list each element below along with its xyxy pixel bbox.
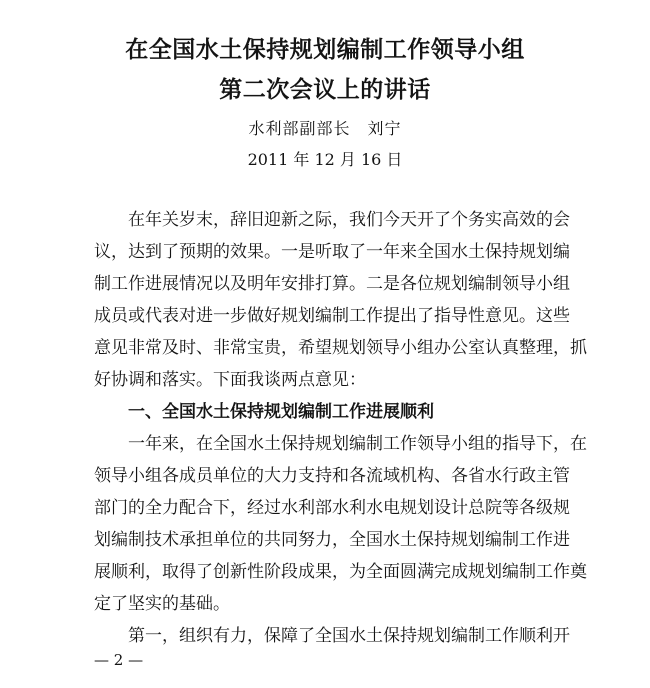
paragraph-2-line-4: 划编制技术承担单位的共同努力，全国水土保持规划编制工作进 (94, 530, 570, 550)
speaker-byline: 水利部副部长 刘宁 (248, 119, 402, 138)
paragraph-2-line-1: 一年来，在全国水土保持规划编制工作领导小组的指导下，在 (128, 434, 587, 454)
paragraph-1-line-3: 制工作进展情况以及明年安排打算。二是各位规划编制领导小组 (94, 274, 570, 294)
speech-date: 2011 年 12 月 16 日 (247, 150, 403, 169)
paragraph-2-line-2: 领导小组各成员单位的大力支持和各流域机构、各省水行政主管 (94, 466, 570, 486)
page-number: — 2 — (94, 651, 144, 669)
paragraph-2-line-5: 展顺利，取得了创新性阶段成果，为全面圆满完成规划编制工作奠 (94, 562, 587, 582)
paragraph-3-line-1: 第一，组织有力，保障了全国水土保持规划编制工作顺利开 (128, 626, 570, 646)
paragraph-2-line-6: 定了坚实的基础。 (94, 594, 230, 614)
document-title-line-2: 第二次会议上的讲话 (219, 77, 431, 103)
document-title-line-1: 在全国水土保持规划编制工作领导小组 (125, 37, 525, 63)
paragraph-1-line-5: 意见非常及时、非常宝贵，希望规划领导小组办公室认真整理，抓 (94, 338, 587, 358)
section-1-heading: 一、全国水土保持规划编制工作进展顺利 (128, 402, 434, 422)
paragraph-1-line-1: 在年关岁末，辞旧迎新之际，我们今天开了个务实高效的会 (128, 210, 570, 230)
paragraph-1-line-2: 议，达到了预期的效果。一是听取了一年来全国水土保持规划编 (94, 242, 570, 262)
paragraph-1-line-4: 成员或代表对进一步做好规划编制工作提出了指导性意见。这些 (94, 306, 570, 326)
paragraph-2-line-3: 部门的全力配合下，经过水利部水利水电规划设计总院等各级规 (94, 498, 570, 518)
paragraph-1-line-6: 好协调和落实。下面我谈两点意见： (94, 370, 366, 390)
